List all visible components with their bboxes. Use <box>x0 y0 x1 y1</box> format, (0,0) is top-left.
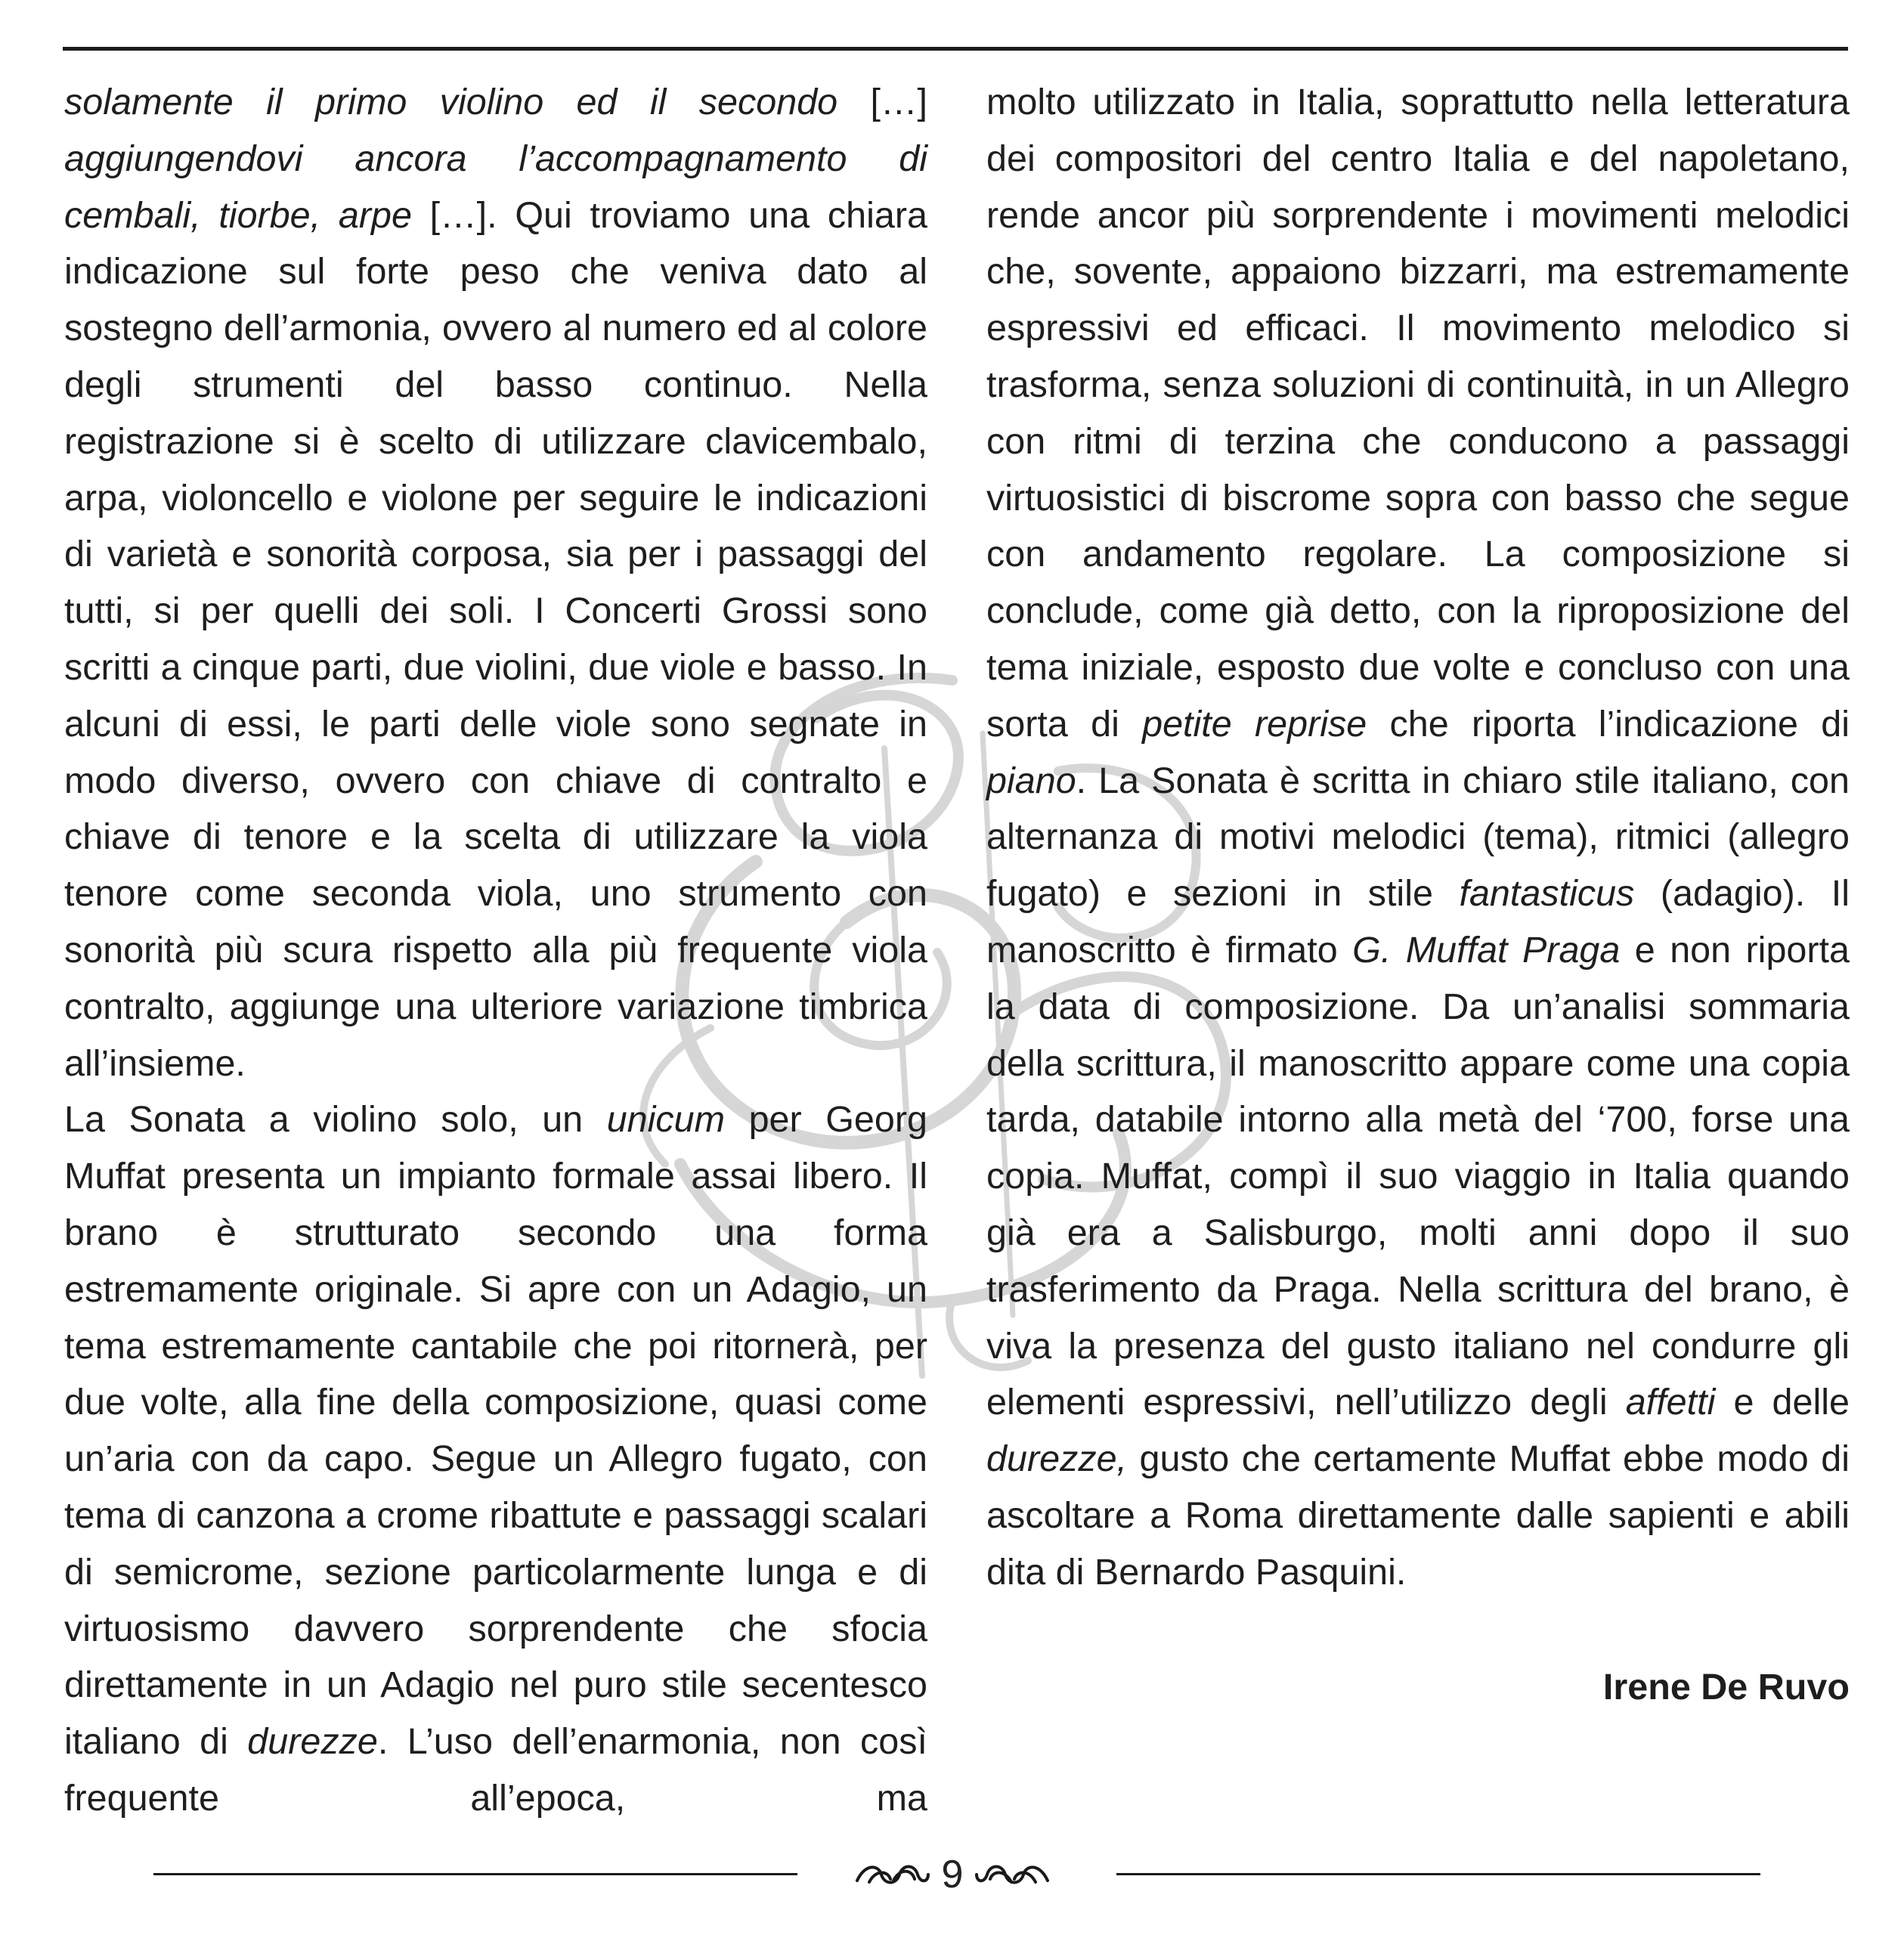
footer-rule-left <box>153 1873 797 1875</box>
text-run: e non riporta la data di composizione. Da un’analisi sommaria della scrittura, il manoscritto appare come una copia tarda, databile intorno alla metà del ‘700, forse una copia. Muffat, compì il suo viaggio in Italia quando già era a Salisburgo, molti anni dopo il suo trasferimento da Praga. Nella scrittura del brano, è viva la presenza del gusto italiano nel condurre gli elementi espressivi, nell’utilizzo degli <box>986 929 1850 1423</box>
text-run: che riporta l’indicazione di <box>1367 703 1850 745</box>
text-run: G. Muffat Praga <box>1352 929 1621 971</box>
text-run: durezze <box>247 1721 378 1763</box>
text-run: piano <box>986 760 1076 801</box>
flourish-right-icon <box>974 1859 1052 1890</box>
page-number-ornament <box>839 1844 1066 1905</box>
text-run: gusto che certamente Muffat ebbe modo di ascoltare a Roma direttamente dalle sapienti e abili dita di Bernardo Pasquini. <box>986 1438 1850 1593</box>
text-run: fantasticus <box>1459 873 1635 915</box>
text-run: molto utilizzato in Italia, soprattutto nella letteratura dei compositori del centro Italia e del napoletano, rende ancor più sorprendente i movimenti melodici che, sovente, appaiono bizzarri, ma estremamente espressivi ed efficaci. Il movimento melodico si trasforma, senza soluzioni di continuità, in un Allegro con ritmi di terzina che conducono a passaggi virtuosistici di biscrome sopra con basso che segue con andamento regolare. La composizione si conclude, come già detto, con la riproposizione del tema iniziale, esposto due volte e concluso con una sorta di <box>986 82 1850 745</box>
left-column <box>64 74 927 1827</box>
text-run: unicum <box>606 1099 726 1141</box>
left-paragraph-2 <box>64 1091 927 1826</box>
text-run: per Georg Muffat presenta un impianto formale assai libero. Il brano è strutturato secondo una forma estremamente originale. Si apre con un Adagio, un tema estremamente cantabile che poi ritornerà, per due volte, alla fine della composizione, quasi come un’aria con da capo. Segue un Allegro fugato, con tema di canzona a crome ribattute e passaggi scalari di semicrome, sezione particolarmente lunga e di virtuosismo davvero sorprendente che sfocia direttamente in un Adagio nel puro stile secentesco italiano di <box>64 1099 927 1763</box>
left-paragraph-1 <box>64 74 927 1091</box>
right-paragraph-1 <box>986 74 1850 1601</box>
right-column <box>986 74 1850 1601</box>
text-run: petite reprise <box>1142 703 1367 745</box>
text-run: solamente il primo violino ed il secondo <box>64 82 838 122</box>
text-run: aggiungendovi ancora l’accompagnamento di cembali, tiorbe, arpe <box>64 138 927 236</box>
text-run: La Sonata a violino solo, un <box>64 1099 607 1141</box>
author-signature: Irene De Ruvo <box>1602 1667 1850 1707</box>
flourish-left-icon <box>853 1859 931 1890</box>
text-run: e delle <box>1715 1382 1850 1423</box>
page-number: 9 <box>941 1853 964 1896</box>
text-run: . La Sonata è scritta in chiaro stile italiano, con alternanza di motivi melodici (tema), ritmici (allegro fugato) e sezioni in stile <box>986 760 1850 915</box>
top-rule <box>63 47 1848 51</box>
text-run: […] <box>837 82 927 122</box>
footer-rule-right <box>1116 1873 1760 1875</box>
text-run: durezze, <box>986 1438 1128 1480</box>
text-run: (adagio). Il manoscritto è firmato <box>986 873 1850 971</box>
text-run: . L’uso dell’enarmonia, non così frequente all’epoca, ma <box>64 1721 927 1819</box>
text-run: […]. Qui troviamo una chiara indicazione sul forte peso che veniva dato al sostegno dell’armonia, ovvero al numero ed al colore degli strumenti del basso continuo. Nella registrazione si è scelto di utilizzare clavicembalo, arpa, violoncello e violone per seguire le indicazioni di varietà e sonorità corposa, sia per i passaggi del tutti, si per quelli dei soli. I Concerti Grossi sono scritti a cinque parti, due violini, due viole e basso. In alcuni di essi, le parti delle viole sono segnate in modo diverso, ovvero con chiave di contralto e chiave di tenore e la scelta di utilizzare la viola tenore come seconda viola, uno strumento con sonorità più scura rispetto alla più frequente viola contralto, aggiunge una ulteriore variazione timbrica all’insieme. <box>64 194 927 1084</box>
text-run: affetti <box>1625 1382 1716 1423</box>
